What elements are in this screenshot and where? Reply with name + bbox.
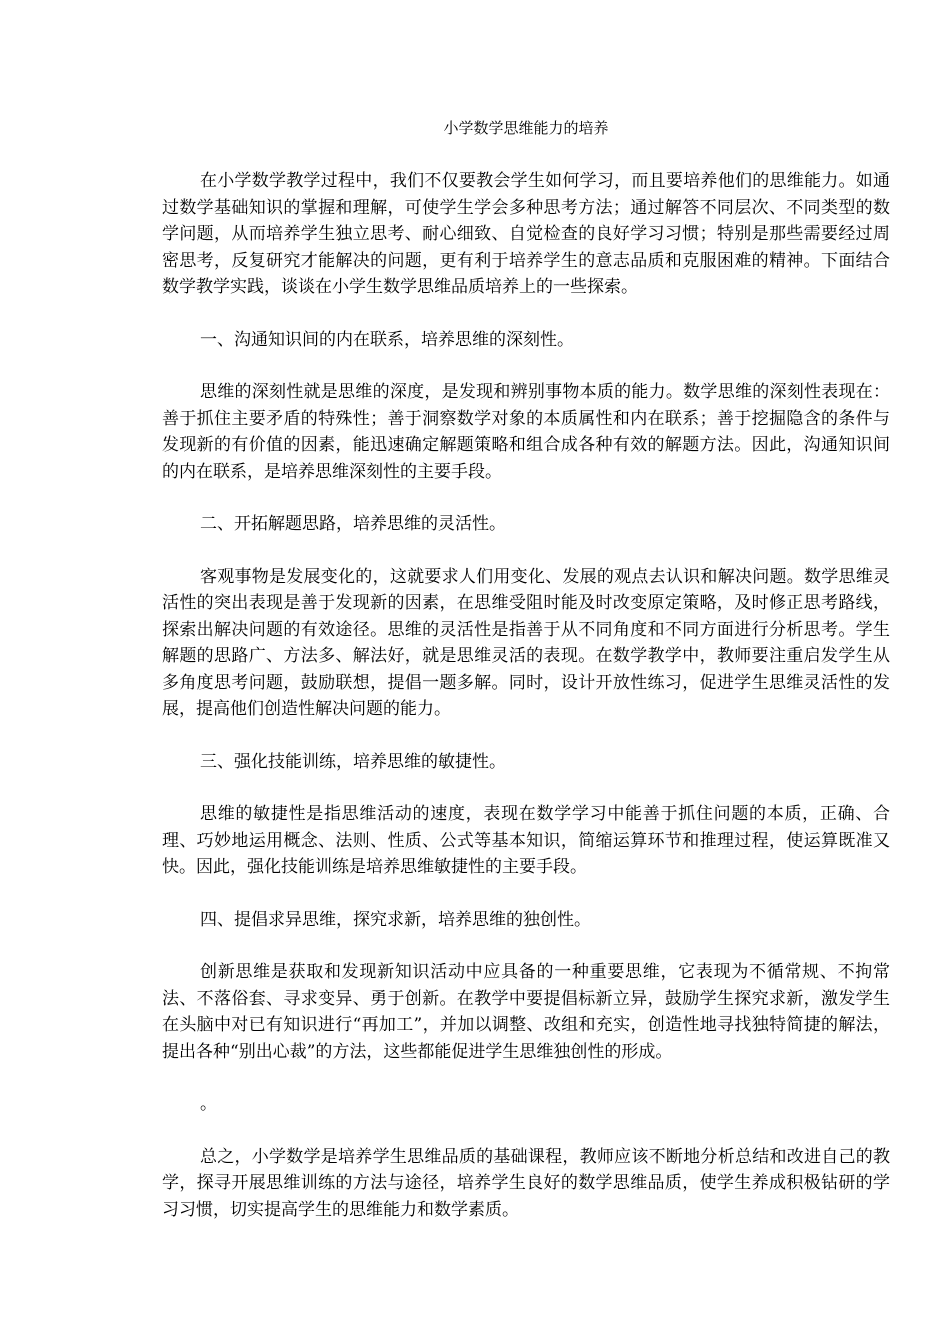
section-heading-1: 一、沟通知识间的内在联系，培养思维的深刻性。 bbox=[200, 329, 574, 350]
section-heading-3: 三、强化技能训练，培养思维的敏捷性。 bbox=[200, 751, 506, 772]
document-page bbox=[162, 118, 890, 1249]
conclusion-paragraph: 总之，小学数学是培养学生思维品质的基础课程，教师应该不断地分析总结和改进自己的教学，探寻开展思维训练的方法与途径，培养学生良好的数学思维品质，使学生养成积极钻研的学习习惯，切实提高学生的思维能力和数学素质。 bbox=[162, 1146, 890, 1220]
section-body-2: 客观事物是发展变化的，这就要求人们用变化、发展的观点去认识和解决问题。数学思维灵活性的突出表现是善于发现新的因素，在思维受阻时能及时改变原定策略，及时修正思考路线，探索出解决问题的有效途径。思维的灵活性是指善于从不同角度和不同方面进行分析思考。学生解题的思路广、方法多、解法好，就是思维灵活的表现。在数学教学中，教师要注重启发学生从多角度思考问题，鼓励联想，提倡一题多解。同时，设计开放性练习，促进学生思维灵活性的发展，提高他们创造性解决问题的能力。 bbox=[162, 566, 890, 719]
section-heading-2: 二、开拓解题思路，培养思维的灵活性。 bbox=[200, 514, 506, 534]
document-title: 小学数学思维能力的培养 bbox=[443, 119, 609, 137]
stray-punctuation: 。 bbox=[200, 1094, 217, 1114]
section-body-1: 思维的深刻性就是思维的深度，是发现和辨别事物本质的能力。数学思维的深刻性表现在：善于抓住主要矛盾的特殊性；善于洞察数学对象的本质属性和内在联系；善于挖掘隐含的条件与发现新的有价值的因素，能迅速确定解题策略和组合成各种有效的解题方法。因此，沟通知识间的内在联系，是培养思维深刻性的主要手段。 bbox=[162, 382, 890, 482]
section-heading-4: 四、提倡求异思维，探究求新，培养思维的独创性。 bbox=[200, 909, 591, 930]
section-body-3: 思维的敏捷性是指思维活动的速度，表现在数学学习中能善于抓住问题的本质，正确、合理、巧妙地运用概念、法则、性质、公式等基本知识，简缩运算环节和推理过程，使运算既准又快。因此，强化技能训练是培养思维敏捷性的主要手段。 bbox=[162, 804, 890, 877]
intro-paragraph: 在小学数学教学过程中，我们不仅要教会学生如何学习，而且要培养他们的思维能力。如通过数学基础知识的掌握和理解，可使学生学会多种思考方法；通过解答不同层次、不同类型的数学问题，从而培养学生独立思考、耐心细致、自觉检查的良好学习习惯；特别是那些需要经过周密思考，反复研究才能解决的问题，更有利于培养学生的意志品质和克服困难的精神。下面结合数学教学实践，谈谈在小学生数学思维品质培养上的一些探索。 bbox=[162, 171, 890, 297]
section-body-4: 创新思维是获取和发现新知识活动中应具备的一种重要思维，它表现为不循常规、不拘常法、不落俗套、寻求变异、勇于创新。在教学中要提倡标新立异，鼓励学生探究求新，激发学生在头脑中对已有知识进行“再加工”，并加以调整、改组和充实，创造性地寻找独特简捷的解法，提出各种“别出心裁”的方法，这些都能促进学生思维独创性的形成。 bbox=[162, 962, 890, 1062]
